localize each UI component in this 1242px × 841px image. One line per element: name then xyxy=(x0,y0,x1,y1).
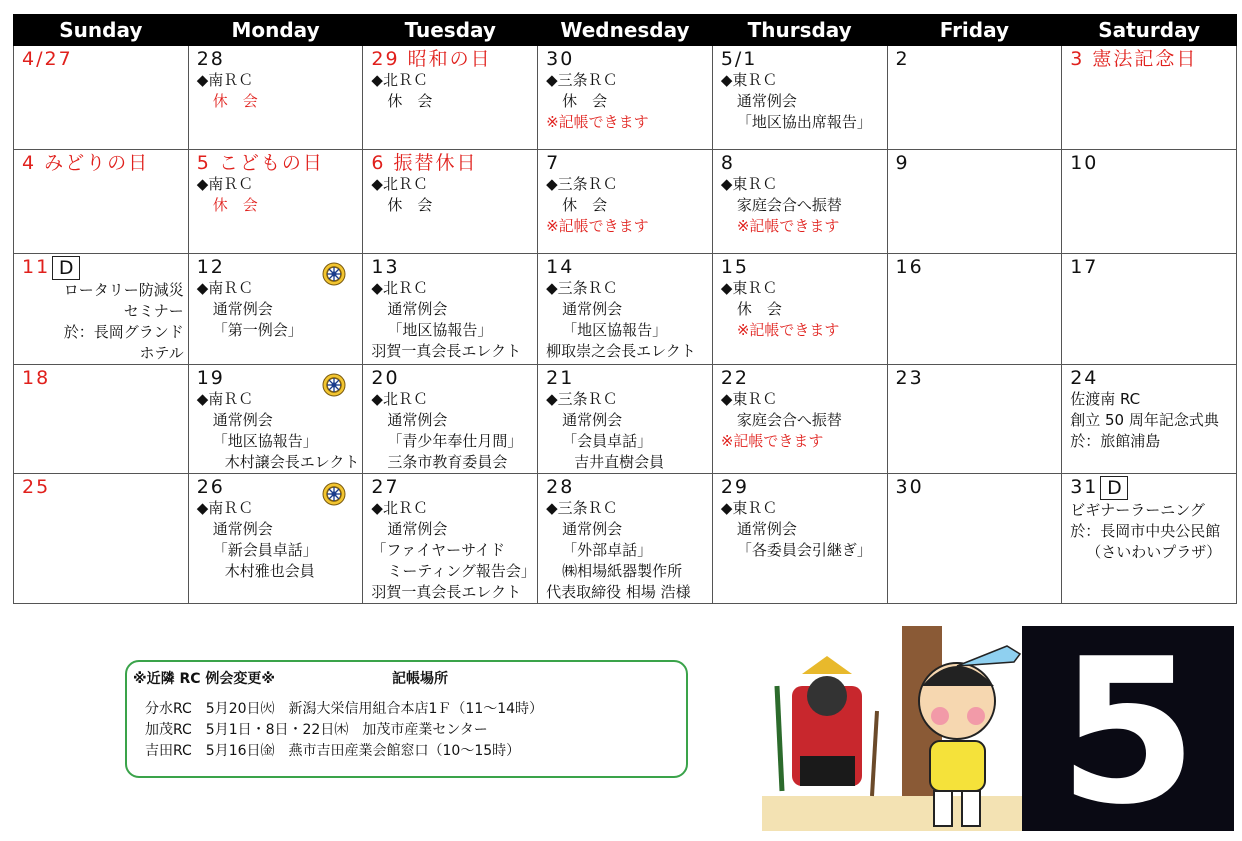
day-number xyxy=(197,152,359,174)
event-line: 「各委員会引継ぎ」 xyxy=(736,541,872,559)
event-line: ◆北ＲＣ xyxy=(371,279,428,297)
day-label: 28 xyxy=(196,48,225,70)
event-line: ◆東ＲＣ xyxy=(720,390,778,408)
event-line: ◆三条ＲＣ xyxy=(546,175,618,193)
event-line: 於：長岡市中央公民館 xyxy=(1070,522,1221,540)
day-label: 14 xyxy=(546,256,575,278)
day-label: 27 xyxy=(371,476,400,498)
day-number xyxy=(546,367,708,389)
notes-row: 分水RC 5月20日㈫ 新潟大栄信用組合本店1Ｆ（11～14時） xyxy=(145,701,544,717)
event-line: 「地区協報告」 xyxy=(562,321,668,339)
event-line: 休 会 xyxy=(212,92,258,110)
calendar-day-cell xyxy=(14,254,189,365)
day-number xyxy=(721,48,883,70)
event-line: ◆北ＲＣ xyxy=(371,71,428,89)
event-line: 休 会 xyxy=(212,196,258,214)
event-line: 「地区協報告」 xyxy=(212,432,318,450)
day-number xyxy=(546,152,708,174)
event-line: ※記帳できます xyxy=(736,217,840,235)
event-line: 木村譲会長エレクト xyxy=(224,453,360,471)
calendar-day-cell xyxy=(712,254,887,365)
event-line: ※記帳できます xyxy=(546,217,649,235)
event-line: 「第一例会」 xyxy=(212,321,303,339)
event-line: 「ファイヤーサイド xyxy=(371,541,506,559)
day-number xyxy=(896,256,1058,278)
day-label: 16 xyxy=(895,256,924,278)
calendar-day-cell xyxy=(887,474,1062,604)
calendar-day-cell xyxy=(363,365,538,474)
day-number xyxy=(1070,152,1232,174)
day-label: 26 xyxy=(196,476,225,498)
calendar-day-cell xyxy=(1062,46,1237,150)
calendar-day-cell xyxy=(1062,254,1237,365)
event-line: 三条市教育委員会 xyxy=(387,453,508,471)
event-line: セミナー xyxy=(123,302,184,320)
day-label: 4 みどりの日 xyxy=(22,152,150,174)
event-line: 通常例会 xyxy=(562,520,623,538)
day-label: 17 xyxy=(1070,256,1099,278)
event-line: ◆北ＲＣ xyxy=(371,175,428,193)
day-number xyxy=(1070,367,1232,389)
notes-row: 加茂RC 5月1日・8日・22日㈭ 加茂市産業センター xyxy=(145,722,488,738)
calendar-day-cell xyxy=(538,474,713,604)
day-label: 19 xyxy=(196,367,225,389)
calendar-day-cell xyxy=(538,150,713,254)
event-line: 於：旅館浦島 xyxy=(1070,432,1161,450)
calendar-day-cell xyxy=(188,365,363,474)
event-line: 休 会 xyxy=(562,196,608,214)
day-number xyxy=(546,476,708,498)
calendar-day-cell xyxy=(188,150,363,254)
event-line: 通常例会 xyxy=(212,520,273,538)
calendar-day-cell xyxy=(14,474,189,604)
event-line: 通常例会 xyxy=(212,411,273,429)
day-number xyxy=(546,256,708,278)
event-line: ◆三条ＲＣ xyxy=(546,390,618,408)
day-label: 11 xyxy=(22,256,51,278)
day-label: 25 xyxy=(22,476,51,498)
day-label: 5 こどもの日 xyxy=(196,152,324,174)
day-label: 9 xyxy=(895,152,910,174)
event-line: ◆南ＲＣ xyxy=(196,175,254,193)
day-label: 12 xyxy=(196,256,225,278)
event-line: 羽賀一真会長エレクト xyxy=(371,342,522,360)
day-label: 7 xyxy=(546,152,561,174)
notes-row: 吉田RC 5月16日㈮ 燕市吉田産業会館窓口（10～15時） xyxy=(145,743,521,759)
event-line: 通常例会 xyxy=(387,520,448,538)
weekday-header-row xyxy=(14,15,1237,46)
day-label: 29 xyxy=(720,476,749,498)
event-line: ◆東ＲＣ xyxy=(720,279,778,297)
day-number xyxy=(896,367,1058,389)
event-line: ◆南ＲＣ xyxy=(196,279,254,297)
calendar-day-cell xyxy=(14,46,189,150)
event-line: 通常例会 xyxy=(562,300,623,318)
day-label: 28 xyxy=(546,476,575,498)
may-illustration xyxy=(762,626,1234,831)
notes-title: ※近隣 RC 例会変更※ xyxy=(133,671,276,687)
day-label: 31 xyxy=(1070,476,1099,498)
district-marker-badge: D xyxy=(52,256,80,280)
event-line: 佐渡南 RC xyxy=(1070,390,1141,408)
calendar-day-cell xyxy=(1062,365,1237,474)
day-number xyxy=(22,476,184,498)
event-line: ミーティング報告会」 xyxy=(387,562,536,580)
event-line: 吉井直樹会員 xyxy=(574,453,665,471)
event-line: ◆南ＲＣ xyxy=(196,71,254,89)
event-line: 「地区協出席報告」 xyxy=(736,113,872,131)
calendar-day-cell xyxy=(14,150,189,254)
calendar-week-row xyxy=(14,365,1237,474)
day-number xyxy=(1070,48,1232,70)
event-line: 家庭会合へ振替 xyxy=(736,196,842,214)
day-label: 13 xyxy=(371,256,400,278)
calendar-week-row xyxy=(14,150,1237,254)
event-line: 休 会 xyxy=(562,92,608,110)
day-label: 8 xyxy=(720,152,735,174)
event-line: ロータリー防減災 xyxy=(63,281,184,299)
calendar-body xyxy=(14,46,1237,604)
calendar-day-cell xyxy=(188,254,363,365)
calendar-day-cell xyxy=(712,474,887,604)
day-number xyxy=(721,476,883,498)
day-number xyxy=(22,48,184,70)
event-line: 休 会 xyxy=(387,196,433,214)
event-line: ◆南ＲＣ xyxy=(196,499,254,517)
day-label: 23 xyxy=(895,367,924,389)
event-line: ◆東ＲＣ xyxy=(720,499,778,517)
calendar-day-cell xyxy=(712,46,887,150)
event-line: ㈱相場紙器製作所 xyxy=(562,562,683,580)
calendar-day-cell xyxy=(363,150,538,254)
event-line: 代表取締役 相場 浩様 xyxy=(546,583,691,601)
event-line: 「新会員卓話」 xyxy=(212,541,318,559)
day-label: 10 xyxy=(1070,152,1099,174)
district-marker-badge: D xyxy=(1100,476,1128,500)
day-label: 30 xyxy=(546,48,575,70)
day-label: 4/27 xyxy=(22,48,73,70)
event-line: 木村雅也会員 xyxy=(224,562,315,580)
event-line: ビギナーラーニング xyxy=(1070,501,1205,519)
day-label: 3 憲法記念日 xyxy=(1070,48,1198,70)
calendar-week-row xyxy=(14,254,1237,365)
notes-subtitle: 記帳場所 xyxy=(392,671,448,687)
event-line: 休 会 xyxy=(736,300,782,318)
day-number xyxy=(1070,256,1232,278)
event-line: ◆南ＲＣ xyxy=(196,390,254,408)
day-label: 20 xyxy=(371,367,400,389)
event-line: ※記帳できます xyxy=(546,113,649,131)
day-label: 29 昭和の日 xyxy=(371,48,492,70)
calendar-day-cell xyxy=(887,150,1062,254)
calendar-day-cell xyxy=(887,365,1062,474)
event-line: 「外部卓話」 xyxy=(562,541,653,559)
event-line: 柳取崇之会長エレクト xyxy=(546,342,696,360)
day-label: 5/1 xyxy=(720,48,758,70)
day-number xyxy=(371,476,533,498)
event-line: ホテル xyxy=(139,344,184,362)
calendar-day-cell xyxy=(538,254,713,365)
calendar-day-cell xyxy=(363,254,538,365)
event-line: ※記帳できます xyxy=(736,321,840,339)
event-line: ◆北ＲＣ xyxy=(371,499,428,517)
event-line: 通常例会 xyxy=(736,92,797,110)
event-line: ◆三条ＲＣ xyxy=(546,71,618,89)
event-line: ◆三条ＲＣ xyxy=(546,499,618,517)
weekday-header: Thursday xyxy=(712,15,887,46)
day-number xyxy=(896,152,1058,174)
calendar-day-cell xyxy=(363,46,538,150)
event-line: ◆東ＲＣ xyxy=(720,71,778,89)
day-number xyxy=(371,48,533,70)
event-line: ◆北ＲＣ xyxy=(371,390,428,408)
day-number xyxy=(22,367,184,389)
event-line: （さいわいプラザ） xyxy=(1086,543,1222,561)
calendar-week-row xyxy=(14,474,1237,604)
day-label: 21 xyxy=(546,367,575,389)
calendar-day-cell xyxy=(538,46,713,150)
weekday-header: Friday xyxy=(887,15,1062,46)
day-label: 24 xyxy=(1070,367,1099,389)
calendar-day-cell xyxy=(1062,150,1237,254)
event-line: ※記帳できます xyxy=(720,432,824,450)
day-label: 2 xyxy=(895,48,910,70)
nearby-rc-notes-box xyxy=(125,660,688,778)
calendar-day-cell xyxy=(188,474,363,604)
event-line: ◆三条ＲＣ xyxy=(546,279,618,297)
day-number xyxy=(1070,476,1232,500)
day-label: 15 xyxy=(720,256,749,278)
event-line: 「青少年奉仕月間」 xyxy=(387,432,523,450)
day-number xyxy=(371,152,533,174)
day-number xyxy=(896,476,1058,498)
calendar-day-cell xyxy=(712,365,887,474)
weekday-header: Wednesday xyxy=(538,15,713,46)
day-number xyxy=(721,367,883,389)
event-line: 「会員卓話」 xyxy=(562,432,653,450)
month-number: 5 xyxy=(1058,626,1198,831)
day-number xyxy=(546,48,708,70)
day-label: 22 xyxy=(720,367,749,389)
day-label: 6 振替休日 xyxy=(371,152,478,174)
calendar-day-cell xyxy=(14,365,189,474)
event-line: 於：長岡グランド xyxy=(63,323,184,341)
event-line: 創立 50 周年記念式典 xyxy=(1070,411,1219,429)
day-number xyxy=(22,256,184,280)
weekday-header: Saturday xyxy=(1062,15,1237,46)
day-number xyxy=(721,152,883,174)
calendar-week-row xyxy=(14,46,1237,150)
event-line: 通常例会 xyxy=(212,300,273,318)
rotary-wheel-icon xyxy=(322,482,346,506)
weekday-header: Tuesday xyxy=(363,15,538,46)
event-line: 通常例会 xyxy=(387,300,448,318)
event-line: 家庭会合へ振替 xyxy=(736,411,842,429)
rotary-wheel-icon xyxy=(322,262,346,286)
calendar-day-cell xyxy=(712,150,887,254)
event-line: 通常例会 xyxy=(736,520,797,538)
event-line: 「地区協報告」 xyxy=(387,321,493,339)
calendar-day-cell xyxy=(887,254,1062,365)
event-line: 通常例会 xyxy=(562,411,623,429)
day-number xyxy=(896,48,1058,70)
event-line: 羽賀一真会長エレクト xyxy=(371,583,522,601)
day-label: 30 xyxy=(895,476,924,498)
weekday-header: Monday xyxy=(188,15,363,46)
event-line: 通常例会 xyxy=(387,411,448,429)
day-number xyxy=(197,48,359,70)
calendar-day-cell xyxy=(1062,474,1237,604)
rotary-wheel-icon xyxy=(322,373,346,397)
event-line: 休 会 xyxy=(387,92,433,110)
calendar-day-cell xyxy=(887,46,1062,150)
calendar-day-cell xyxy=(538,365,713,474)
day-number xyxy=(22,152,184,174)
calendar-day-cell xyxy=(188,46,363,150)
calendar-table xyxy=(13,14,1237,604)
day-label: 18 xyxy=(22,367,51,389)
weekday-header: Sunday xyxy=(14,15,189,46)
day-number xyxy=(371,256,533,278)
day-number xyxy=(371,367,533,389)
calendar-day-cell xyxy=(363,474,538,604)
day-number xyxy=(721,256,883,278)
event-line: ◆東ＲＣ xyxy=(720,175,778,193)
